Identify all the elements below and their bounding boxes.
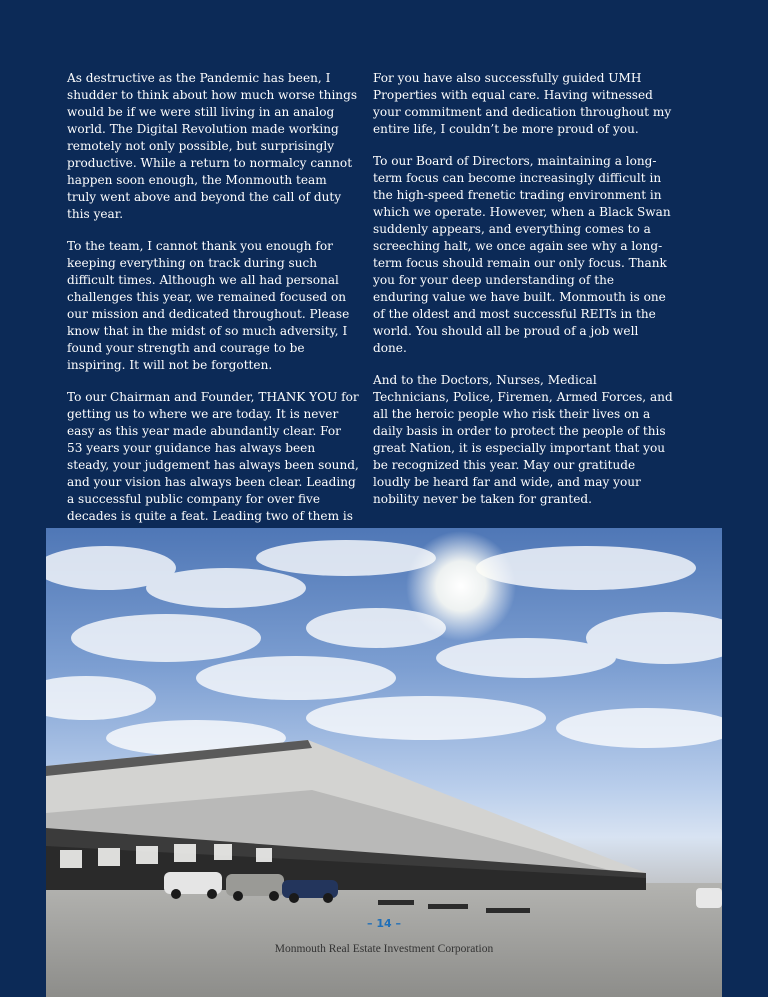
warehouse-building [46, 740, 646, 890]
paragraph-team: To the team, I cannot thank you enough for keeping everything on track during such difficult times. Although we all had personal challenges this year, we remained focused on our mission and dedicated throughout. Please know that in the midst of so much adversity, I found your strength and courage to be inspiring. It will not be forgotten. [67, 239, 350, 372]
right-text-column [373, 70, 673, 523]
paragraph-heroes: And to the Doctors, Nurses, Medical Technicians, Police, Firemen, Armed Forces, and all the heroic people who risk their lives on a daily basis in order to protect the people of this great Nation, it is especially important that you be recognized this year. May our gratitude loudly be heard far and wide, and may your nobility never be taken for granted. [373, 373, 673, 506]
sun [406, 531, 516, 641]
paragraph-chairman: To our Chairman and Founder, THANK YOU for getting us to where we are today. It is never easy as this year made abundantly clear. For 53 years your guidance has always been steady, your judgement has always been sound, and your vision has always been clear. Leading a successful public company for over five decades is quite a feat. Leading two of them is [67, 390, 359, 523]
footer-company-name: Monmouth Real Estate Investment Corporation [274, 943, 494, 955]
paragraph-umh: For you have also successfully guided UMH Properties with equal care. Having witnessed your commitment and dedication throughout my entire life, I couldn’t be more proud of you. [373, 71, 672, 136]
paragraph-pandemic: As destructive as the Pandemic has been, I shudder to think about how much worse things would be if we were still living in an analog world. The Digital Revolution made working remotely not only possible, but surprisingly productive. While a return to normalcy cannot happen soon enough, the Monmouth team truly went above and beyond the call of duty this year. [67, 71, 358, 221]
warehouse-photo [46, 528, 722, 997]
left-text-column [67, 70, 359, 557]
clouds [46, 540, 722, 756]
paragraph-board: To our Board of Directors, maintaining a long-term focus can become increasingly difficult in the high-speed frenetic trading environment in which we operate. However, when a Black Swan suddenly appears, and everything comes to a screeching halt, we once again see why a long-term focus should remain our only focus. Thank you for your deep understanding of the enduring value we have built. Monmouth is one of the oldest and most successful REITs in the world. You should all be proud of a job well done. [373, 154, 671, 355]
page-number: – 14 – [367, 917, 401, 930]
